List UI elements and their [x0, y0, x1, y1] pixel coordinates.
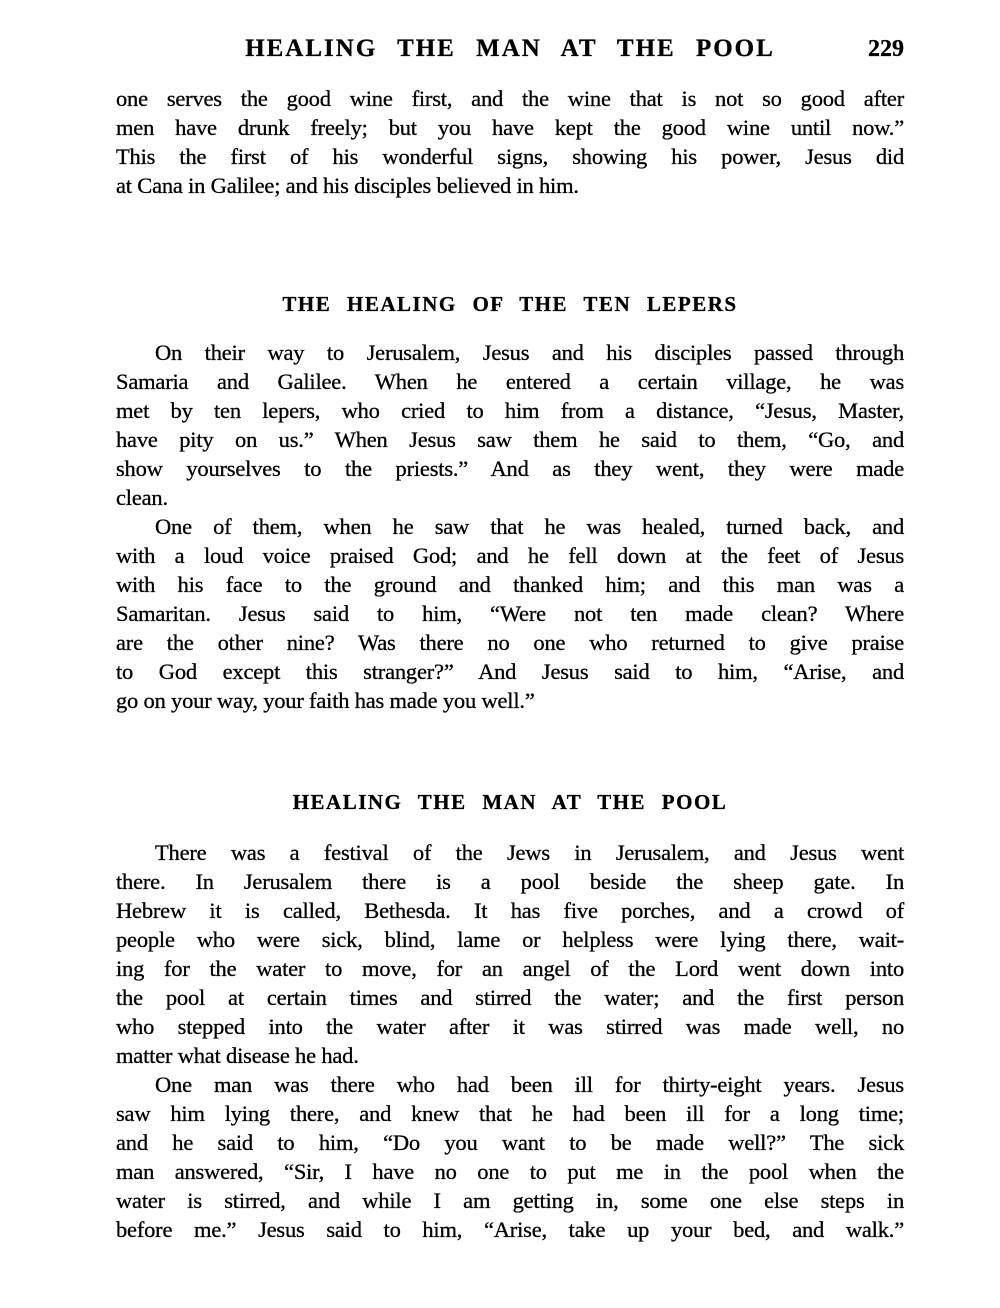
text-line: Hebrew it is called, Bethesda. It has five porches, and a crowd of: [116, 898, 904, 923]
page-header: [116, 34, 904, 64]
text-line: are the other nine? Was there no one who returned to give praise: [116, 630, 904, 655]
text-line: ing for the water to move, for an angel of the Lord went down into: [116, 956, 904, 981]
page-number: 229: [868, 36, 904, 62]
text-line: Samaritan. Jesus said to him, “Were not ten made clean? Where: [116, 601, 904, 626]
section-body-man-at-pool: [116, 838, 904, 1244]
paragraph: [116, 512, 904, 715]
text-line: This the first of his wonderful signs, showing his power, Jesus did: [116, 144, 904, 169]
text-line: people who were sick, blind, lame or helpless were lying there, wait-: [116, 927, 904, 952]
text-line: before me.” Jesus said to him, “Arise, take up your bed, and walk.”: [116, 1217, 904, 1242]
text-line: water is stirred, and while I am getting in, some one else steps in: [116, 1188, 904, 1213]
text-line: saw him lying there, and knew that he had been ill for a long time;: [116, 1101, 904, 1126]
text-line: men have drunk freely; but you have kept the good wine until now.”: [116, 115, 904, 140]
text-line: On their way to Jerusalem, Jesus and his disciples passed through: [155, 340, 904, 365]
paragraph: [116, 1070, 904, 1244]
intro-paragraph: [116, 84, 904, 200]
text-line: to God except this stranger?” And Jesus said to him, “Arise, and: [116, 659, 904, 684]
running-title: HEALING THE MAN AT THE POOL: [245, 35, 775, 62]
text-line: One man was there who had been ill for thirty-eight years. Jesus: [155, 1072, 904, 1097]
text-line: the pool at certain times and stirred the water; and the first person: [116, 985, 904, 1010]
text-line: clean.: [116, 485, 168, 510]
text-line: Samaria and Galilee. When he entered a certain village, he was: [116, 369, 904, 394]
text-line: one serves the good wine first, and the wine that is not so good after: [116, 86, 904, 111]
text-line: and he said to him, “Do you want to be made well?” The sick: [116, 1130, 904, 1155]
section-body-ten-lepers: [116, 338, 904, 715]
text-line: There was a festival of the Jews in Jerusalem, and Jesus went: [155, 840, 904, 865]
text-line: met by ten lepers, who cried to him from a distance, “Jesus, Master,: [116, 398, 904, 423]
text-line: One of them, when he saw that he was healed, turned back, and: [155, 514, 904, 539]
text-line: go on your way, your faith has made you well.”: [116, 688, 535, 713]
text-line: at Cana in Galilee; and his disciples believed in him.: [116, 173, 579, 198]
text-line: who stepped into the water after it was stirred was made well, no: [116, 1014, 904, 1039]
paragraph: [116, 338, 904, 512]
text-line: with his face to the ground and thanked him; and this man was a: [116, 572, 904, 597]
text-line: there. In Jerusalem there is a pool beside the sheep gate. In: [116, 869, 904, 894]
text-line: matter what disease he had.: [116, 1043, 359, 1068]
text-line: with a loud voice praised God; and he fell down at the feet of Jesus: [116, 543, 904, 568]
paragraph: [116, 838, 904, 1070]
section-heading-man-at-pool: HEALING THE MAN AT THE POOL: [292, 790, 728, 814]
text-line: show yourselves to the priests.” And as they went, they were made: [116, 456, 904, 481]
section-heading-ten-lepers: THE HEALING OF THE TEN LEPERS: [282, 292, 738, 316]
text-line: have pity on us.” When Jesus saw them he said to them, “Go, and: [116, 427, 904, 452]
text-line: man answered, “Sir, I have no one to put me in the pool when the: [116, 1159, 904, 1184]
